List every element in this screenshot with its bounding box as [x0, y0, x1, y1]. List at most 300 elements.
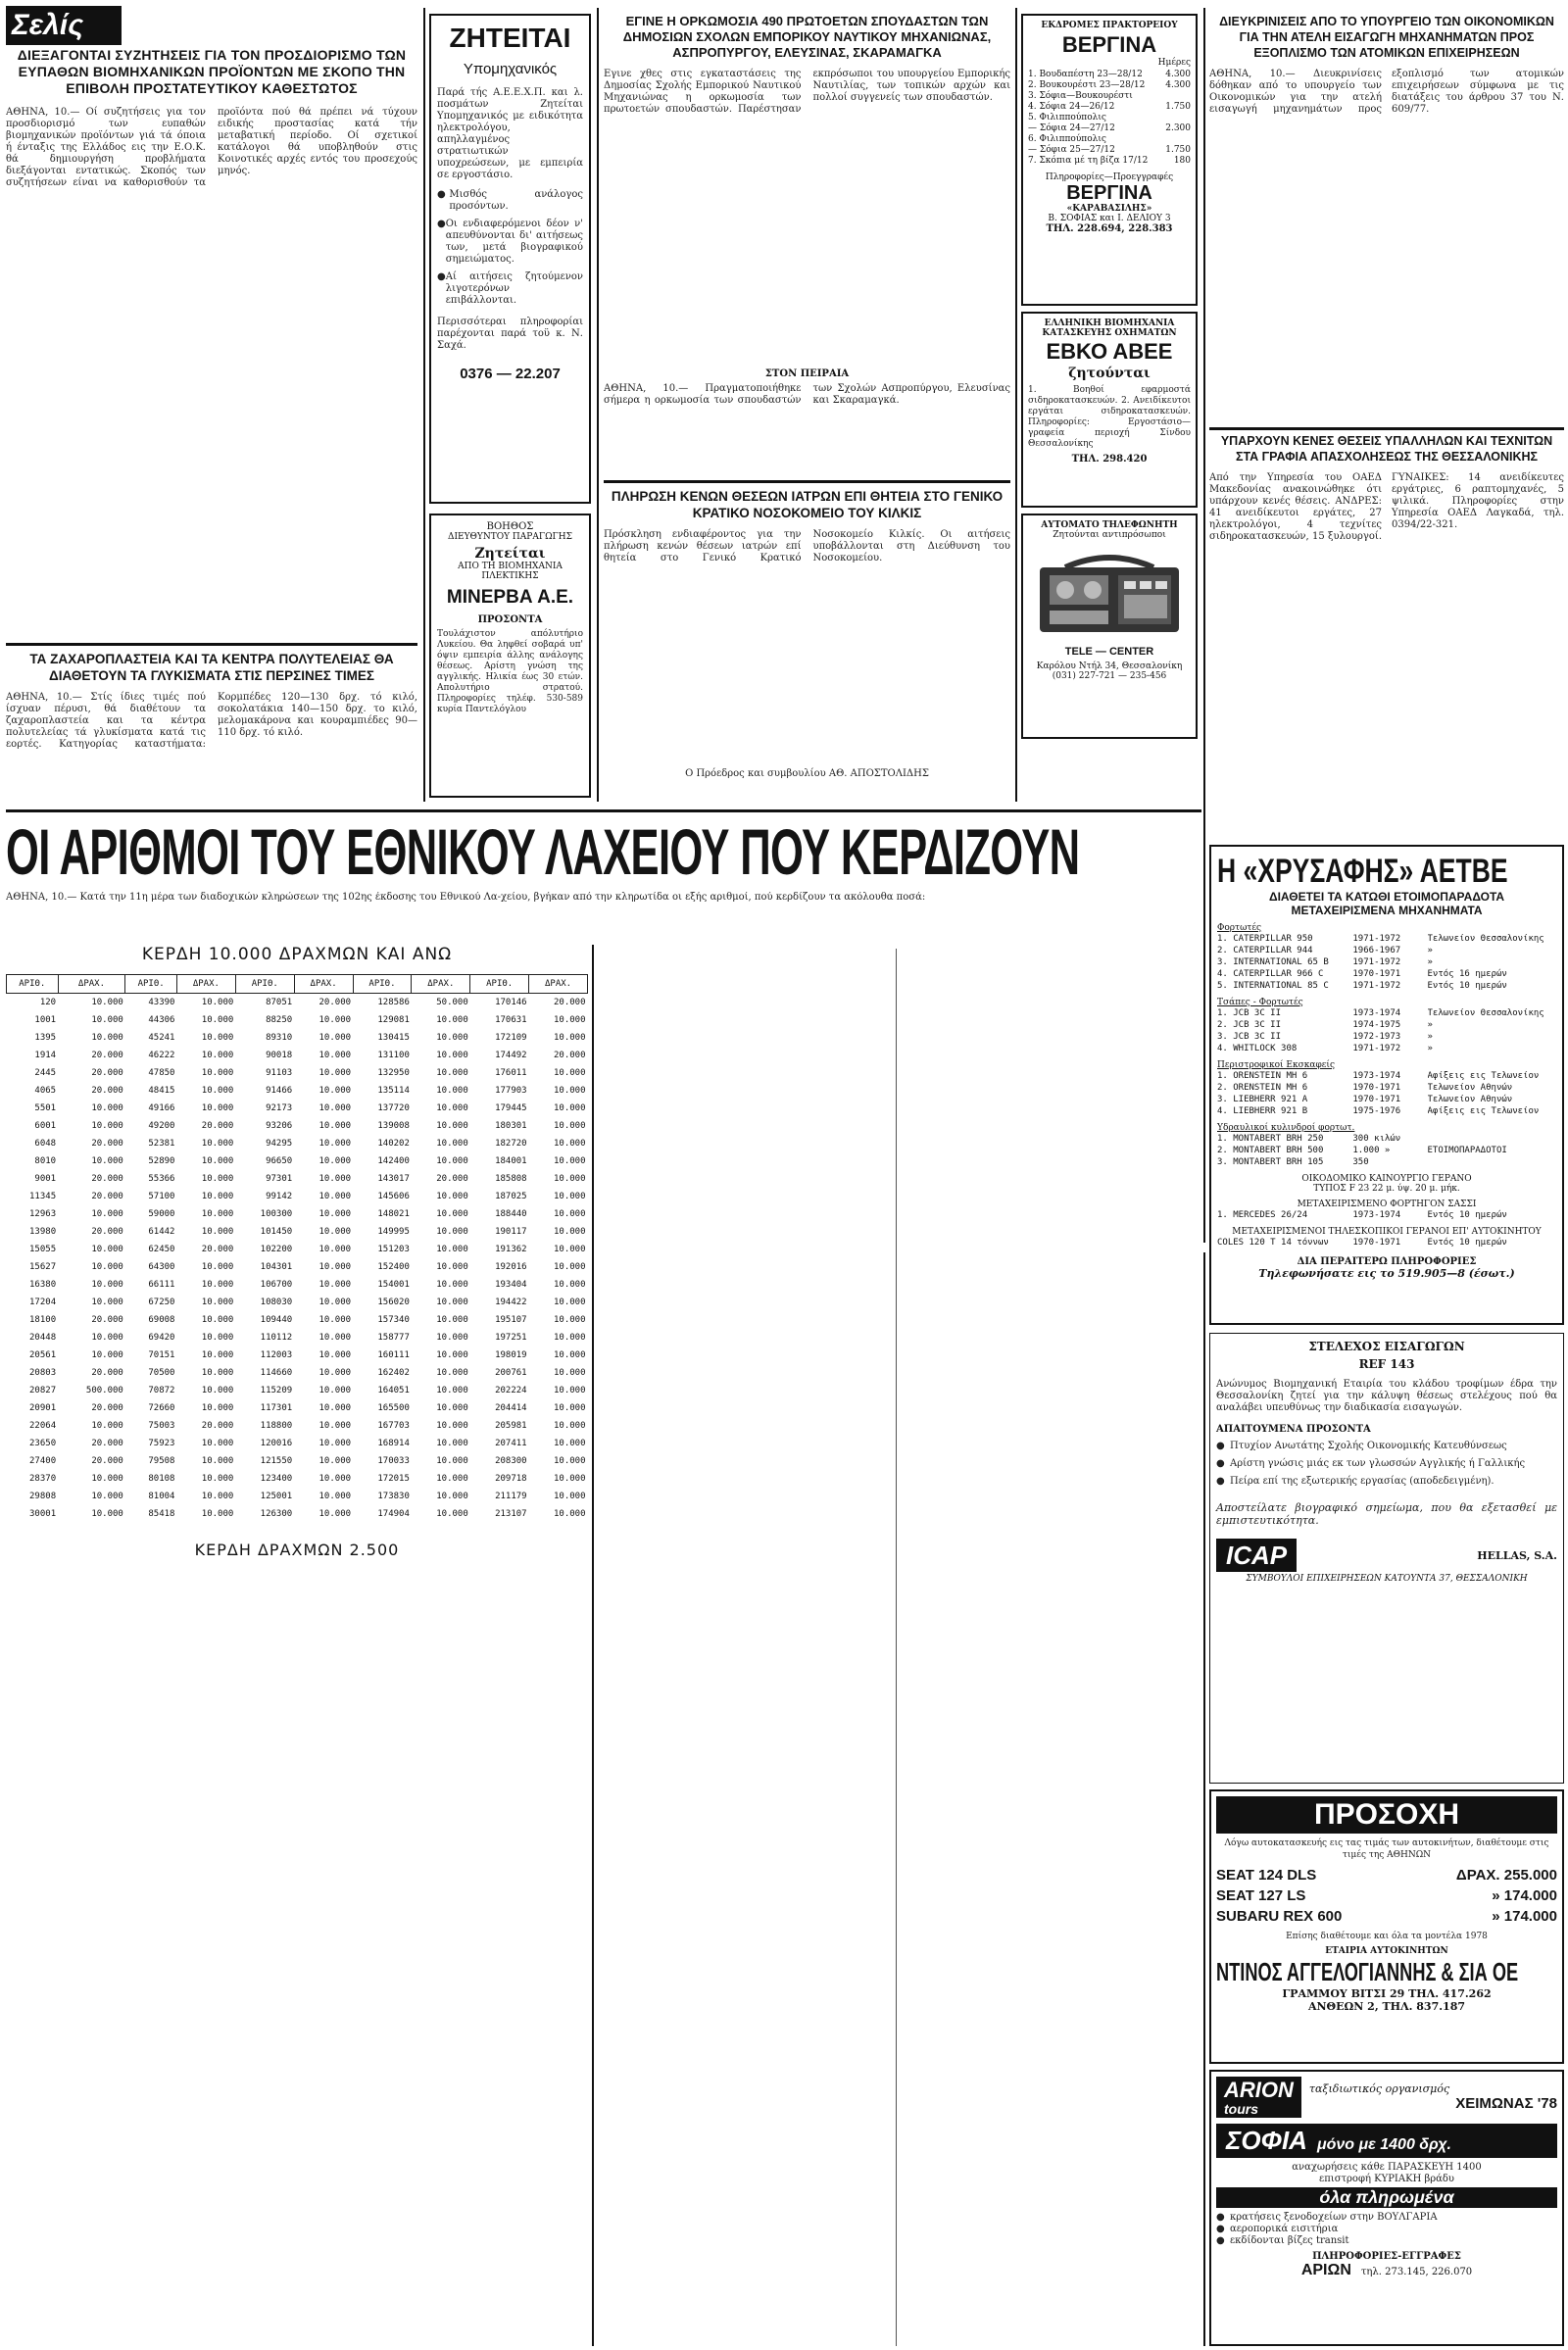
machine-model: 2. ORENSTEIN MH 6	[1217, 1083, 1308, 1093]
ticket-number: 207411	[495, 1439, 527, 1448]
ticket-number: 197251	[495, 1333, 527, 1343]
article-headline: ΠΛΗΡΩΣΗ ΚΕΝΩΝ ΘΕΣΕΩΝ ΙΑΤΡΩΝ ΕΠΙ ΘΗΤΕΙΑ ΣΤΟ ΓΕΝΙΚΟ ΚΡΑΤΙΚΟ ΝΟΣΟΚΟΜΕΙΟ ΤΟΥ ΚΙΛΚΙΣ	[611, 489, 1004, 520]
machine-model: 4. WHITLOCK 308	[1217, 1044, 1298, 1053]
prize-amount: 10.000	[91, 1209, 123, 1219]
tour-name: 4. Σόφια 24—26/12	[1028, 102, 1115, 112]
ticket-number: 120	[39, 998, 57, 1007]
ticket-number: 117301	[260, 1403, 293, 1413]
ticket-number: 1001	[34, 1015, 57, 1025]
prize-amount: 10.000	[436, 1209, 468, 1219]
prize-amount: 10.000	[91, 1033, 123, 1043]
prize-amount: 10.000	[201, 1051, 234, 1060]
prize-amount: 10.000	[553, 1350, 586, 1360]
prize-amount: 10.000	[436, 1421, 468, 1431]
column-divider	[592, 945, 594, 2346]
ad-info: Πληροφορίες—Προεγγραφές	[1045, 172, 1174, 182]
ad-bullet	[1216, 1458, 1557, 1470]
machine-list	[1217, 1070, 1556, 1117]
table-row	[7, 1205, 588, 1223]
ticket-number: 198019	[495, 1350, 527, 1360]
ticket-number: 15055	[29, 1245, 57, 1254]
machine-list	[1217, 1133, 1556, 1168]
machine-location: »	[1427, 1020, 1433, 1030]
tour-row	[1028, 123, 1191, 134]
car-model: SUBARU REX 600	[1216, 1908, 1343, 1925]
car-row	[1216, 1887, 1557, 1904]
ticket-number: 195107	[495, 1315, 527, 1325]
ad-bullet	[437, 189, 583, 213]
table-row	[7, 1488, 588, 1505]
tour-name: 3. Σόφια—Βουκουρέστι	[1028, 91, 1133, 101]
ticket-number: 182720	[495, 1139, 527, 1149]
prize-amount: 10.000	[318, 1086, 352, 1096]
prize-table	[6, 974, 588, 1542]
prize-amount: 10.000	[553, 1474, 586, 1484]
prize-amount: 20.000	[91, 1456, 123, 1466]
tour-row	[1028, 102, 1191, 113]
prize-amount: 20.000	[91, 1068, 123, 1078]
tour-row	[1028, 91, 1191, 102]
prize-amount: 10.000	[436, 1280, 468, 1290]
ticket-number: 192016	[495, 1262, 527, 1272]
prize-amount: 10.000	[436, 1333, 468, 1343]
ticket-number: 160111	[377, 1350, 410, 1360]
ad-subtitle: ΜΕΤΑΧΕΙΡΙΣΜΕΝΑ ΜΗΧΑΝΗΜΑΤΑ	[1291, 904, 1483, 917]
table-row	[7, 1470, 588, 1488]
prize-amount: 10.000	[318, 1015, 352, 1025]
ticket-number: 28370	[29, 1474, 57, 1484]
prize-amount: 10.000	[318, 1386, 352, 1395]
column-header: ΔΡΑΧ.	[58, 975, 125, 994]
machine-year: 1973-1974	[1352, 1071, 1401, 1081]
prize-amount: 20.000	[91, 1403, 123, 1413]
article-kilkis-hospital	[604, 488, 1010, 798]
machine-location: Τελωνείον Αθηνών	[1427, 1083, 1513, 1093]
table-row	[7, 1399, 588, 1417]
prize-amount: 10.000	[91, 1492, 123, 1501]
bullet-icon: ●	[437, 271, 446, 282]
ticket-number: 93206	[266, 1121, 293, 1131]
column-header: ΔΡΑΧ.	[412, 975, 470, 994]
prize-amount: 10.000	[553, 1439, 586, 1448]
article-dateline: ΣΤΟΝ ΠΕΙΡΑΙΑ	[764, 368, 850, 379]
arion-footer-name: ΑΡΙΩΝ	[1300, 2262, 1351, 2278]
ticket-number: 170146	[495, 998, 527, 1007]
prize-amount: 10.000	[553, 1386, 586, 1395]
ticket-number: 72660	[148, 1403, 175, 1413]
tour-price: 4.300	[1165, 70, 1191, 79]
arion-tagline: ταξιδιωτικός οργανισμός	[1308, 2082, 1450, 2095]
ticket-number: 5501	[34, 1103, 57, 1113]
prize-amount: 10.000	[201, 998, 234, 1007]
ticket-number: 128586	[377, 998, 410, 1007]
machine-row	[1217, 956, 1556, 968]
ticket-number: 125001	[260, 1492, 293, 1501]
ticket-number: 91466	[266, 1086, 293, 1096]
prize-amount: 10.000	[318, 1139, 352, 1149]
dealer-address: ΓΡΑΜΜΟΥ ΒΙΤΣΙ 29 ΤΗΛ. 417.262	[1282, 1987, 1492, 2000]
ticket-number: 43390	[148, 998, 175, 1007]
prize-amount: 10.000	[436, 1033, 468, 1043]
prize-amount: 10.000	[436, 1368, 468, 1378]
prize-amount: 10.000	[318, 1280, 352, 1290]
prize-amount: 20.000	[318, 998, 352, 1007]
ticket-number: 75923	[148, 1439, 175, 1448]
table-row	[7, 1011, 588, 1029]
prize-amount: 10.000	[91, 1474, 123, 1484]
ticket-number: 87051	[266, 998, 293, 1007]
prize-amount: 10.000	[436, 1245, 468, 1254]
ad-vergina	[1021, 14, 1198, 306]
prize-amount: 10.000	[91, 998, 123, 1007]
ticket-number: 79508	[148, 1456, 175, 1466]
table-row	[7, 1223, 588, 1241]
prize-amount: 10.000	[318, 1492, 352, 1501]
table-header-row	[7, 975, 588, 994]
ticket-number: 204414	[495, 1403, 527, 1413]
prize-amount: 10.000	[318, 1262, 352, 1272]
prize-amount: 10.000	[201, 1103, 234, 1113]
ad-subheading: ζητούνται	[1068, 366, 1151, 381]
article-job-vacancies	[1209, 433, 1564, 835]
ad-subheading: ΠΡΟΣΟΝΤΑ	[477, 614, 543, 625]
prize-amount: 10.000	[201, 1174, 234, 1184]
table-row	[7, 994, 588, 1012]
prize-amount: 10.000	[201, 1227, 234, 1237]
machine-list	[1217, 1237, 1556, 1248]
ad-subheading: ΑΠΑΙΤΟΥΜΕΝΑ ΠΡΟΣΟΝΤΑ	[1216, 1424, 1371, 1435]
machine-year: 1971-1972	[1352, 981, 1401, 991]
article-sweets	[6, 651, 417, 796]
ticket-number: 156020	[377, 1297, 410, 1307]
machine-location: Εντός 10 ημερών	[1427, 1238, 1507, 1248]
ad-bullet	[437, 271, 583, 307]
ticket-number: 12963	[29, 1209, 57, 1219]
article-body: ΑΘΗΝΑ, 10.— Διευκρινίσεις δόθηκαν από το υπουργείο των Οικονομικών για την ατελή εισαγωγή μηχανημάτων προς εξοπλισμό των ατομικών επιχειρήσεων σύμφωνα με τις διατάξεις του άρθρου 37 του Ν. 609/77.	[1209, 69, 1564, 115]
prize-amount: 10.000	[436, 1456, 468, 1466]
prize-amount: 10.000	[201, 1509, 234, 1519]
ticket-number: 61442	[148, 1227, 175, 1237]
machine-list	[1217, 1007, 1556, 1054]
tour-name: — Σόφια 25—27/12	[1028, 145, 1115, 155]
lottery-section-2500	[6, 1541, 588, 1564]
ad-title: ΠΡΟΣΟΧΗ	[1216, 1796, 1557, 1834]
prize-amount: 10.000	[201, 1068, 234, 1078]
ad-title: ΖΗΤΕΙΤΑΙ	[449, 23, 571, 53]
ad-body: Ανώνυμος Βιομηχανική Εταιρία του κλάδου τροφίμων έδρα την Θεσσαλονίκη ζητεί για την κάλυψη θέσεως στελέχους πού θα αναλάβει υπευθύνως την διαδικασία εισαγωγών.	[1216, 1379, 1557, 1413]
ticket-number: 158777	[377, 1333, 410, 1343]
divider	[6, 643, 417, 646]
logo-text: tours	[1224, 2101, 1258, 2117]
table-row	[7, 1435, 588, 1452]
prize-amount: 20.000	[91, 1439, 123, 1448]
group-heading: ΜΕΤΑΧΕΙΡΙΣΜΕΝΟ ΦΟΡΤΗΓΟΝ ΣΑΣΣΙ	[1297, 1199, 1477, 1209]
ticket-number: 131100	[377, 1051, 410, 1060]
ticket-number: 20901	[29, 1403, 57, 1413]
lottery-headline: ΟΙ ΑΡΙΘΜΟΙ ΤΟΥ ΕΘΝΙΚΟΥ ΛΑΧΕΙΟΥ ΠΟΥ ΚΕΡΔΙΖΟΥΝ	[6, 815, 1080, 888]
ticket-number: 108030	[260, 1297, 293, 1307]
ad-line: Ζητούνται αντιπρόσωποι	[1053, 530, 1166, 540]
ad-line: ΚΑΤΑΣΚΕΥΗΣ ΟΧΗΜΑΤΩΝ	[1042, 328, 1177, 338]
arion-line: επιστροφή ΚΥΡΙΑΚΗ βράδυ	[1319, 2174, 1454, 2184]
dealer-address: ΑΝΘΕΩΝ 2, ΤΗΛ. 837.187	[1307, 2000, 1466, 2013]
prize-amount: 10.000	[318, 1121, 352, 1131]
machine-model: 1. MONTABERT BRH 250	[1217, 1134, 1324, 1144]
machine-list	[1217, 1209, 1556, 1221]
machine-location: Εντός 10 ημερών	[1427, 981, 1507, 991]
article-headline: ΥΠΑΡΧΟΥΝ ΚΕΝΕΣ ΘΕΣΕΙΣ ΥΠΑΛΛΗΛΩΝ ΚΑΙ ΤΕΧΝΙΤΩΝ ΣΤΑ ΓΡΑΦΙΑ ΑΠΑΣΧΟΛΗΣΕΩΣ ΤΗΣ ΘΕΣΣΑΛΟΝΙΚΗΣ	[1220, 434, 1553, 464]
group-heading: Φορτωτές	[1217, 923, 1262, 933]
ticket-number: 157340	[377, 1315, 410, 1325]
prize-amount: 10.000	[553, 1280, 586, 1290]
logo-sub: ΣΥΜΒΟΥΛΟΙ ΕΠΙΧΕΙΡΗΣΕΩΝ ΚΑΤΟΥΝΤΑ 37, ΘΕΣΣΑΛΟΝΙΚΗ	[1246, 1574, 1528, 1584]
ad-wanted-engineer	[429, 14, 591, 504]
ticket-number: 110112	[260, 1333, 293, 1343]
prize-amount: 10.000	[201, 1297, 234, 1307]
ticket-number: 176011	[495, 1068, 527, 1078]
prize-amount: 10.000	[318, 1403, 352, 1413]
arion-header	[1216, 2077, 1557, 2118]
bullet-icon: ●	[1216, 1458, 1225, 1469]
tour-price: 180	[1173, 156, 1191, 166]
column-header: ΑΡΙΘ.	[7, 975, 59, 994]
ad-phone: ΤΗΛ. 298.420	[1071, 454, 1148, 465]
prize-amount: 10.000	[318, 1209, 352, 1219]
ticket-number: 1914	[34, 1051, 57, 1060]
prize-amount: 10.000	[91, 1509, 123, 1519]
prize-amount: 10.000	[553, 1403, 586, 1413]
ticket-number: 69008	[148, 1315, 175, 1325]
table-row	[7, 1382, 588, 1399]
machine-year: 1971-1972	[1352, 1044, 1401, 1053]
machine-location: ΕΤΟΙΜΟΠΑΡΑΔΟΤΟΙ	[1427, 1146, 1507, 1155]
ticket-number: 132950	[377, 1068, 410, 1078]
prize-amount: 20.000	[201, 1245, 234, 1254]
tour-row	[1028, 80, 1191, 91]
group-detail: ΤΥΠΟΣ F 23 22 μ. ύψ. 20 μ. μήκ.	[1313, 1184, 1460, 1194]
machine-row	[1217, 1082, 1556, 1094]
ticket-number: 165500	[377, 1403, 410, 1413]
machine-year: 1970-1971	[1352, 1238, 1401, 1248]
bullet-text: Αρίστη γνώσις μιάς εκ των γλωσσών Αγγλικής ή Γαλλικής	[1230, 1458, 1526, 1469]
tour-name: 2. Βουκουρέστι 23—28/12	[1028, 80, 1146, 90]
machine-year: 1973-1974	[1352, 1210, 1401, 1220]
table-row	[7, 1117, 588, 1135]
prize-amount: 20.000	[91, 1139, 123, 1149]
ticket-number: 130415	[377, 1033, 410, 1043]
prize-amount: 10.000	[318, 1421, 352, 1431]
column-divider	[597, 8, 599, 802]
ticket-number: 184001	[495, 1156, 527, 1166]
tour-price: 2.300	[1165, 123, 1191, 133]
machine-model: 2. JCB 3C II	[1217, 1020, 1282, 1030]
ticket-number: 173830	[377, 1492, 410, 1501]
ad-subtitle: Υπομηχανικός	[463, 61, 558, 77]
prize-amount: 10.000	[201, 1333, 234, 1343]
ad-subtitle: ΔΙΑΘΕΤΕΙ ΤΑ ΚΑΤΩΘΙ ΕΤΟΙΜΟΠΑΡΑΔΟΤΑ	[1268, 890, 1505, 904]
ad-chrysafis	[1209, 845, 1564, 1325]
machine-year: 1975-1976	[1352, 1106, 1401, 1116]
tour-price: 1.750	[1165, 145, 1191, 155]
column-header: ΑΡΙΘ.	[235, 975, 294, 994]
prize-amount: 10.000	[318, 1103, 352, 1113]
column-divider	[896, 949, 897, 2346]
prize-amount: 10.000	[201, 1492, 234, 1501]
ticket-number: 104301	[260, 1262, 293, 1272]
ticket-number: 1395	[34, 1033, 57, 1043]
lottery-intro: ΑΘΗΝΑ, 10.— Κατά την 11η μέρα των διαδοχικών κληρώσεων της 102ης έκδοσης του Εθνικού Λα-χείου, βγήκαν από την κληρωτίδα οι εξής αριθμοί, πού κερδίζουν τα ακόλουθα ποσά:	[6, 892, 926, 903]
machine-row	[1217, 1031, 1556, 1043]
column-divider	[1203, 8, 1205, 1243]
machine-location	[1428, 1133, 1556, 1145]
ticket-number: 89310	[266, 1033, 293, 1043]
prize-amount: 10.000	[436, 1121, 468, 1131]
car-row	[1216, 1867, 1557, 1884]
ticket-number: 59000	[148, 1209, 175, 1219]
ad-line: Ζητείται	[474, 546, 546, 562]
prize-amount: 10.000	[91, 1333, 123, 1343]
machine-model: 1. ORENSTEIN MH 6	[1217, 1071, 1308, 1081]
ticket-number: 45241	[148, 1033, 175, 1043]
ticket-number: 47850	[148, 1068, 175, 1078]
machine-row	[1217, 1019, 1556, 1031]
prize-amount: 10.000	[201, 1350, 234, 1360]
prize-amount: 10.000	[553, 1227, 586, 1237]
prize-amount: 20.000	[436, 1174, 468, 1184]
prize-amount: 10.000	[318, 1368, 352, 1378]
prize-amount: 10.000	[553, 1509, 586, 1519]
ticket-number: 92173	[266, 1103, 293, 1113]
machine-row	[1217, 1105, 1556, 1117]
table-row	[7, 1417, 588, 1435]
prize-amount: 10.000	[201, 1033, 234, 1043]
ticket-number: 20448	[29, 1333, 57, 1343]
column-header: ΑΡΙΘ.	[125, 975, 177, 994]
ticket-number: 6048	[34, 1139, 57, 1149]
prize-amount: 10.000	[436, 1350, 468, 1360]
machine-year: 1966-1967	[1352, 946, 1401, 955]
section-heading: ΚΕΡΔΗ ΔΡΑΧΜΩΝ 2.500	[194, 1541, 400, 1559]
ticket-number: 135114	[377, 1086, 410, 1096]
number-listing-mid	[598, 949, 892, 2344]
prize-amount: 20.000	[553, 1051, 586, 1060]
prize-amount: 10.000	[91, 1297, 123, 1307]
ticket-number: 170631	[495, 1015, 527, 1025]
prize-amount: 10.000	[318, 1456, 352, 1466]
article-headline: ΤΑ ΖΑΧΑΡΟΠΛΑΣΤΕΙΑ ΚΑΙ ΤΑ ΚΕΝΤΡΑ ΠΟΛΥΤΕΛΕΙΑΣ ΘΑ ΔΙΑΘΕΤΟΥΝ ΤΑ ΓΛΥΚΙΣΜΑΤΑ ΣΤΙΣ ΠΕΡΣΙΝΕΣ ΤΙΜΕΣ	[29, 652, 394, 683]
car-model: SEAT 124 DLS	[1216, 1867, 1317, 1884]
table-row	[7, 1346, 588, 1364]
prize-amount: 10.000	[553, 1174, 586, 1184]
ad-line: ΑΠΟ ΤΗ ΒΙΟΜΗΧΑΝΙΑ ΠΛΕΚΤΙΚΗΣ	[458, 562, 563, 581]
ad-company: ΕΒΚΟ ΑΒΕΕ	[1046, 339, 1173, 364]
prize-amount: 10.000	[201, 1368, 234, 1378]
ticket-number: 70500	[148, 1368, 175, 1378]
prize-amount: 20.000	[91, 1086, 123, 1096]
ticket-number: 170033	[377, 1456, 410, 1466]
table-row	[7, 1241, 588, 1258]
prize-amount: 10.000	[91, 1421, 123, 1431]
ticket-number: 209718	[495, 1474, 527, 1484]
tour-price: 4.300	[1165, 80, 1191, 90]
bullet-icon: ●	[1216, 1441, 1225, 1451]
machine-model: 1. MERCEDES 26/24	[1217, 1210, 1308, 1220]
machine-year: 1970-1971	[1352, 969, 1401, 979]
tour-row	[1028, 70, 1191, 80]
ad-arion	[1209, 2070, 1564, 2346]
ticket-number: 106700	[260, 1280, 293, 1290]
article-headline: ΕΓΙΝΕ Η ΟΡΚΩΜΟΣΙΑ 490 ΠΡΩΤΟΕΤΩΝ ΣΠΟΥΔΑΣΤΩΝ ΤΩΝ ΔΗΜΟΣΙΩΝ ΣΧΟΛΩΝ ΕΜΠΟΡΙΚΟΥ ΝΑΥΤΙΚΟΥ ΜΗΧΑΝΙΩΝΑΣ, ΑΣΠΡΟΠΥΡΓΟΥ, ΕΛΕΥΣΙΝΑΣ, ΣΚΑΡΑΜΑΓΚΑ	[622, 14, 992, 60]
ad-intro: Παρά τής Α.Ε.Ε.Χ.Π. και λ. ποσμάτων Ζητείται Υπομηχανικός με ειδικότητα ηλεκτρολόγου, απηλλαγμένος στρατιωτικών υποχρεώσεων, με εμπειρία σε εργοστάσιο.	[437, 87, 583, 180]
column-header: ΔΡΑΧ.	[294, 975, 353, 994]
machine-location: »	[1427, 957, 1433, 967]
prize-amount: 10.000	[436, 1015, 468, 1025]
prize-amount: 10.000	[553, 1297, 586, 1307]
prize-amount: 10.000	[436, 1492, 468, 1501]
table-row	[7, 1364, 588, 1382]
prize-amount: 10.000	[553, 1103, 586, 1113]
ticket-number: 17204	[29, 1297, 57, 1307]
ticket-number: 140202	[377, 1139, 410, 1149]
bullet-text: Μισθός ανάλογος προσόντων.	[449, 189, 583, 212]
bullet-text: Οι ενδιαφερόμενοι δέον ν' απευθύνονται δι' αιτήσεως των, μετά βιογραφικού σημειώματος.	[445, 219, 583, 265]
ticket-number: 52381	[148, 1139, 175, 1149]
machine-location: Τελωνείον Θεσσαλονίκης	[1427, 1008, 1544, 1018]
machine-model: 4. CATERPILLAR 966 C	[1217, 969, 1324, 979]
ticket-number: 90018	[266, 1051, 293, 1060]
ticket-number: 30001	[29, 1509, 57, 1519]
ad-line: ΔΙΕΥΘΥΝΤΟΥ ΠΑΡΑΓΩΓΗΣ	[447, 532, 572, 542]
logo-side: HELLAS, S.A.	[1477, 1548, 1557, 1562]
article-signature: Ο Πρόεδρος και συμβουλίου ΑΘ. ΑΠΟΣΤΟΛΙΔΗΣ	[685, 768, 929, 779]
ad-company: ΒΕΡΓΙΝΑ	[1061, 32, 1157, 57]
ticket-number: 66111	[148, 1280, 175, 1290]
tour-row	[1028, 113, 1191, 123]
column-header: ΔΡΑΧ.	[529, 975, 588, 994]
prize-amount: 10.000	[318, 1315, 352, 1325]
ticket-number: 109440	[260, 1315, 293, 1325]
ad-intro: Λόγω αυτοκατασκευής εις τας τιμάς των αυτοκινήτων, διαθέτουμε στις τιμές της ΑΘΗΝΩΝ	[1224, 1838, 1549, 1860]
ticket-number: 123400	[260, 1474, 293, 1484]
prize-amount: 20.000	[553, 998, 586, 1007]
article-headline: ΔΙΕΞΑΓΟΝΤΑΙ ΣΥΖΗΤΗΣΕΙΣ ΓΙΑ ΤΟΝ ΠΡΟΣΔΙΟΡΙΣΜΟ ΤΩΝ ΕΥΠΑΘΩΝ ΒΙΟΜΗΧΑΝΙΚΩΝ ΠΡΟΪΟΝΤΩΝ ΜΕ ΣΚΟΠΟ ΤΗΝ ΕΠΙΒΟΛΗ ΠΡΟΣΤΑΤΕΥΤΙΚΟΥ ΚΑΘΕΣΤΩΤΟΣ	[17, 47, 407, 96]
ticket-number: 167703	[377, 1421, 410, 1431]
page-label: Σελίς	[6, 6, 122, 45]
ticket-number: 179445	[495, 1103, 527, 1113]
machine-year: 1970-1971	[1352, 1095, 1401, 1104]
machine-model: 4. LIEBHERR 921 B	[1217, 1106, 1308, 1116]
ticket-number: 46222	[148, 1051, 175, 1060]
table-row	[7, 1188, 588, 1205]
ticket-number: 151203	[377, 1245, 410, 1254]
article-body: ΑΘΗΝΑ, 10.— Στίς ίδιες τιμές πού ίσχυαν πέρυσι, θά διαθέτουν τα ζαχαροπλαστεία και τα κέντρα πολυτελείας τά γλυκίσματα κατά τις εορτές. Κατηγορίας καταστήματα: Κορμπέδες 120—130 δρχ. τό κιλό, σοκολατάκια 140—150 δρχ. το κιλό, μελομακάρονα και κουραμπιέδες 90—110 δρχ. τό κιλό.	[6, 692, 417, 750]
machine-row	[1217, 1156, 1556, 1168]
ad-evko	[1021, 312, 1198, 508]
ticket-number: 8010	[34, 1156, 57, 1166]
tour-row	[1028, 145, 1191, 156]
ad-bullet	[1216, 2235, 1557, 2247]
dealer-name: ΝΤΙΝΟΣ ΑΓΓΕΛΟΓΙΑΝΝΗΣ & ΣΙΑ ΟΕ	[1216, 1957, 1519, 1986]
column-header: ΑΡΙΘ.	[470, 975, 529, 994]
ad-label: ΕΚΔΡΟΜΕΣ ΠΡΑΚΤΟΡΕΙΟΥ	[1041, 21, 1178, 30]
prize-amount: 500.000	[85, 1386, 123, 1395]
prize-amount: 10.000	[318, 1227, 352, 1237]
answering-machine-icon	[1036, 548, 1183, 638]
tour-name: 7. Σκόπια μέ τη βίζα 17/12	[1028, 156, 1149, 166]
ticket-number: 16380	[29, 1280, 57, 1290]
ticket-number: 62450	[148, 1245, 175, 1254]
prize-amount: 10.000	[318, 1474, 352, 1484]
